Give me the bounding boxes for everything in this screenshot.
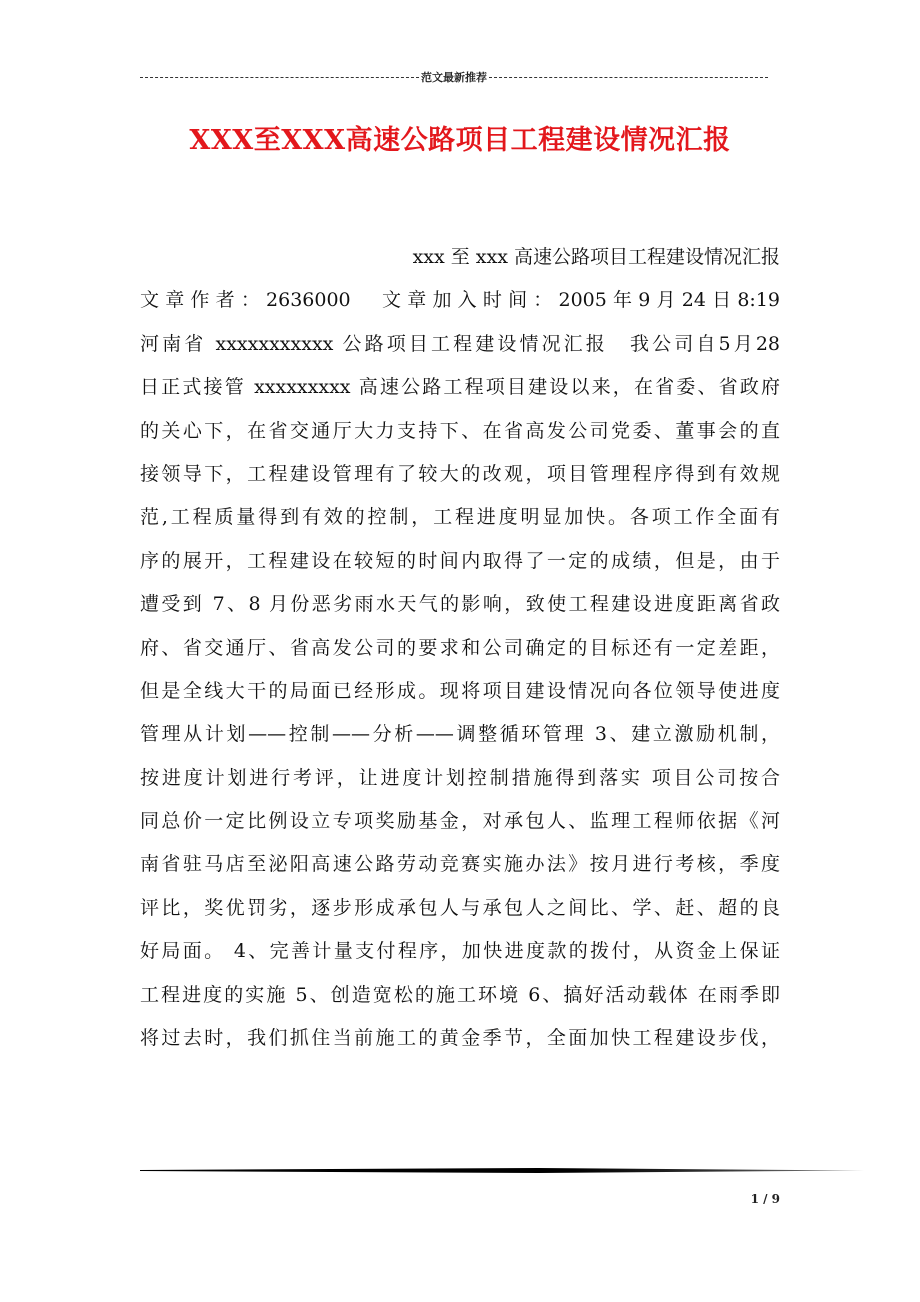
- body-line: 但是全线大干的局面已经形成。现将项目建设情况向各位领导使进度: [140, 679, 780, 702]
- body-line: 遭受到 7、8 月份恶劣雨水天气的影响，致使工程建设进度距离省政: [140, 593, 780, 616]
- body-line: 河南省 xxxxxxxxxxx 公路项目工程建设情况汇报 我公司自5月28: [140, 332, 780, 355]
- header-label: 范文最新推荐: [421, 71, 487, 84]
- body-line: 管理从计划——控制——分析——调整循环管理 3、建立激励机制，: [140, 723, 780, 746]
- body-line: 好局面。 4、完善计量支付程序，加快进度款的拨付，从资金上保证: [140, 940, 780, 963]
- author-line: 文章作者：2636000 文章加入时间：2005年9月24日8:19: [140, 289, 780, 312]
- document-title: XXX至XXX高速公路项目工程建设情况汇报: [189, 125, 731, 156]
- body-line: 府、省交通厅、省高发公司的要求和公司确定的目标还有一定差距，: [140, 636, 780, 659]
- body-line: 按进度计划进行考评，让进度计划控制措施得到落实 项目公司按合: [140, 766, 780, 789]
- document-body: [140, 236, 780, 1060]
- body-line: 评比，奖优罚劣，逐步形成承包人与承包人之间比、学、赶、超的良: [140, 896, 780, 919]
- body-line: 将过去时，我们抓住当前施工的黄金季节，全面加快工程建设步伐，: [140, 1027, 780, 1050]
- page-number: 1 / 9: [750, 1192, 780, 1206]
- header-dash-right: [489, 77, 768, 78]
- body-line: 工程进度的实施 5、创造宽松的施工环境 6、搞好活动载体 在雨季即: [140, 983, 780, 1006]
- body-line: 同总价一定比例设立专项奖励基金，对承包人、监理工程师依据《河: [140, 810, 780, 833]
- running-header: [140, 68, 768, 86]
- body-line: 的关心下，在省交通厅大力支持下、在省高发公司党委、董事会的直: [140, 419, 780, 442]
- body-line: 范,工程质量得到有效的控制，工程进度明显加快。各项工作全面有: [140, 506, 780, 529]
- body-line: 序的展开，工程建设在较短的时间内取得了一定的成绩，但是，由于: [140, 549, 780, 572]
- subtitle-line: xxx 至 xxx 高速公路项目工程建设情况汇报: [412, 246, 780, 268]
- header-dash-left: [140, 77, 419, 78]
- footer-divider: [140, 1168, 864, 1173]
- body-line: 接领导下，工程建设管理有了较大的改观，项目管理程序得到有效规: [140, 462, 780, 485]
- body-line: 日正式接管 xxxxxxxxx 高速公路工程项目建设以来，在省委、省政府: [140, 376, 780, 399]
- body-line: 南省驻马店至泌阳高速公路劳动竞赛实施办法》按月进行考核，季度: [140, 853, 780, 876]
